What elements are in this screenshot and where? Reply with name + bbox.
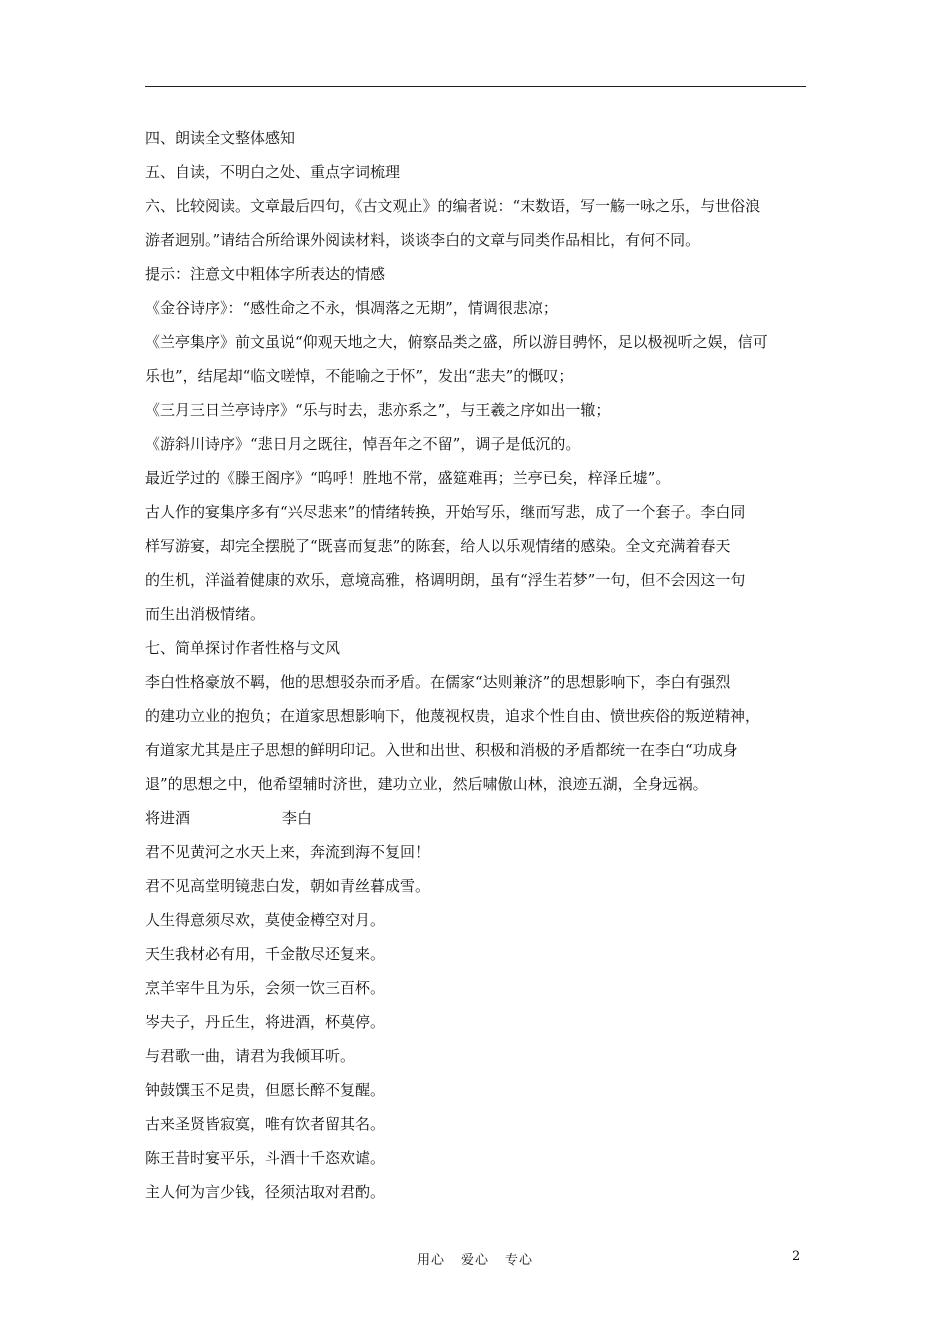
poem-title: 将进酒 <box>145 809 191 827</box>
poem-heading <box>145 801 809 835</box>
body-line: 提示：注意文中粗体字所表达的情感 <box>145 265 386 283</box>
poem-line: 与君歌一曲，请君为我倾耳听。 <box>145 1047 356 1065</box>
body-line: 样写游宴，却完全摆脱了“既喜而复悲”的陈套，给人以乐观情绪的感染。全文充满着春天 <box>145 537 731 555</box>
poem-line: 古来圣贤皆寂寞，唯有饮者留其名。 <box>145 1115 386 1133</box>
body-line: 七、简单探讨作者性格与文风 <box>145 639 341 657</box>
body-line: 《游斜川诗序》“悲日月之既往，悼吾年之不留”，调子是低沉的。 <box>145 435 581 453</box>
body-line: 《三月三日兰亭诗序》“乐与时去，悲亦系之”，与王羲之序如出一辙； <box>145 401 611 419</box>
body-line: 四、朗读全文整体感知 <box>145 129 296 147</box>
footer-word: 用心 <box>416 1253 445 1268</box>
body-line: 退”的思想之中，他希望辅时济世，建功立业，然后啸傲山林，浪迹五湖，全身远祸。 <box>145 775 708 793</box>
body-line: 而生出消极情绪。 <box>145 605 266 623</box>
header-rule <box>145 86 806 87</box>
body-line: 五、自读，不明白之处、重点字词梳理 <box>145 163 401 181</box>
body-line: 六、比较阅读。文章最后四句，《古文观止》的编者说：“末数语，写一觞一咏之乐，与世俗浪 <box>145 197 761 215</box>
body-line: 李白性格豪放不羁，他的思想驳杂而矛盾。在儒家“达则兼济”的思想影响下，李白有强烈 <box>145 673 731 691</box>
poem-line: 烹羊宰牛且为乐，会须一饮三百杯。 <box>145 979 386 997</box>
poem-line: 人生得意须尽欢，莫使金樽空对月。 <box>145 911 386 929</box>
footer-word: 爱心 <box>460 1253 489 1268</box>
body-line: 乐也”，结尾却“临文嗟悼，不能喻之于怀”，发出“悲夫”的慨叹； <box>145 367 574 385</box>
body-line: 古人作的宴集序多有“兴尽悲来”的情绪转换，开始写乐，继而写悲，成了一个套子。李白同 <box>145 503 746 521</box>
poem-line: 陈王昔时宴平乐，斗酒十千恣欢谑。 <box>145 1149 386 1167</box>
poem-line: 主人何为言少钱，径须沽取对君酌。 <box>145 1183 386 1201</box>
poem-line: 天生我材必有用，千金散尽还复来。 <box>145 945 386 963</box>
document-body <box>145 121 809 1209</box>
poem-author: 李白 <box>282 809 313 827</box>
body-line: 《兰亭集序》前文虽说“仰观天地之大，俯察品类之盛，所以游目骋怀，足以极视听之娱，信可 <box>145 333 768 351</box>
body-line: 《金谷诗序》：“感性命之不永，惧凋落之无期”，情调很悲凉； <box>145 299 558 317</box>
body-line: 游者迥别。”请结合所给课外阅读材料，谈谈李白的文章与同类作品相比，有何不同。 <box>145 231 701 249</box>
body-line: 最近学过的《滕王阁序》“呜呼！胜地不常，盛筵难再；兰亭已矣，梓泽丘墟”。 <box>145 469 671 487</box>
poem-line: 君不见高堂明镜悲白发，朝如青丝暮成雪。 <box>145 877 431 895</box>
footer-word: 专心 <box>505 1253 534 1268</box>
page-number: 2 <box>792 1249 801 1264</box>
body-line: 的生机，洋溢着健康的欢乐，意境高雅，格调明朗，虽有“浮生若梦”一句，但不会因这一句 <box>145 571 746 589</box>
poem-line: 钟鼓馔玉不足贵，但愿长醉不复醒。 <box>145 1081 386 1099</box>
footer-motto <box>0 1249 950 1268</box>
body-line: 的建功立业的抱负；在道家思想影响下，他蔑视权贵，追求个性自由、愤世疾俗的叛逆精神， <box>145 707 761 725</box>
poem-line: 岑夫子，丹丘生，将进酒，杯莫停。 <box>145 1013 386 1031</box>
poem-line: 君不见黄河之水天上来，奔流到海不复回！ <box>145 843 431 861</box>
body-line: 有道家尤其是庄子思想的鲜明印记。入世和出世、积极和消极的矛盾都统一在李白“功成身 <box>145 741 738 759</box>
